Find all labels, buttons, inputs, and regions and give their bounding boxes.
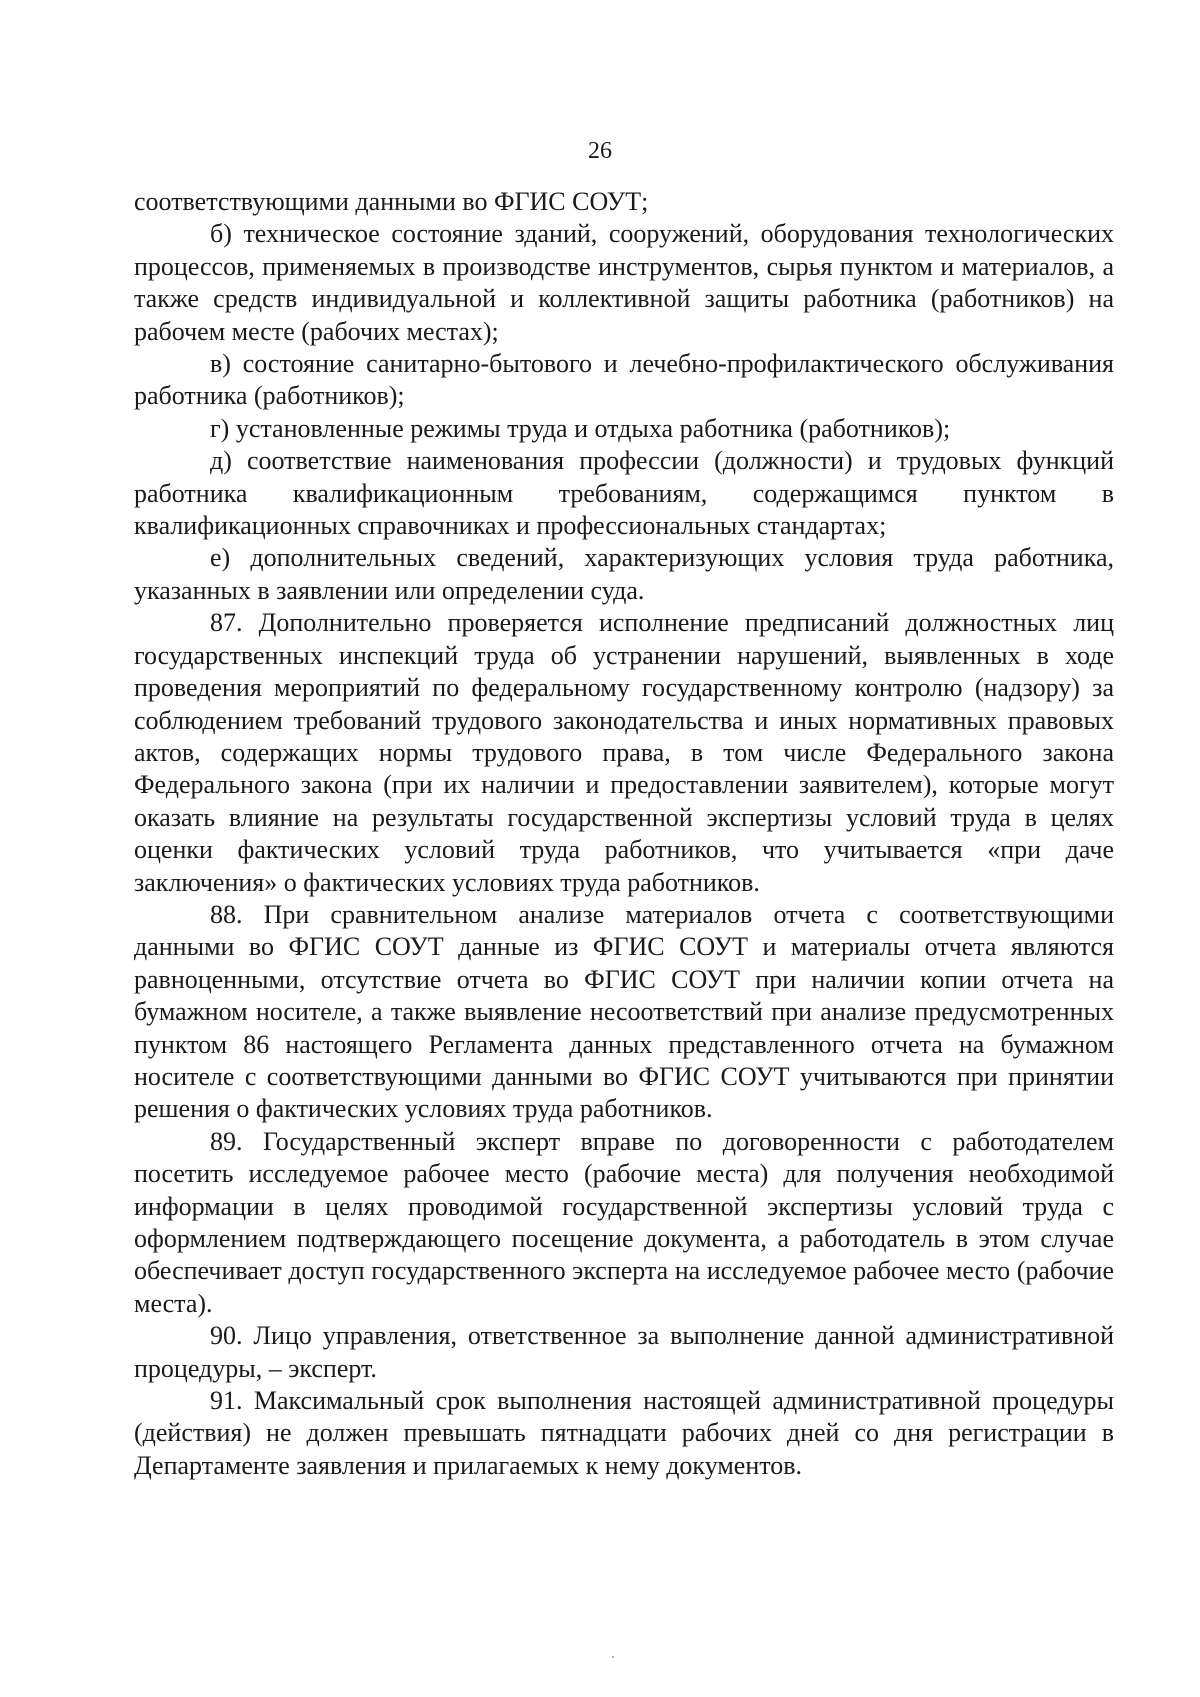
paragraph-continuation: соответствующими данными во ФГИС СОУТ; — [134, 187, 649, 216]
paragraph-item-g: г) установленные режимы труда и отдыха работника (работников); — [210, 413, 951, 443]
paragraph-90: 90. Лицо управления, ответственное за выполнение данной административной процедуры, – эксперт. — [134, 1321, 1114, 1383]
scan-speck — [612, 1656, 614, 1658]
paragraph-87: 87. Дополнительно проверяется исполнение предписаний должностных лиц государственных инспекций труда об устранении нарушений, выявленных в ходе проведения мероприятий по федеральному государственному контролю (надзору) за соблюдением требований трудового законодательства и иных нормативных правовых актов, содержащих нормы трудового права, в том числе Федерального закона Федерального закона (при их наличии и предоставлении заявителем), которые могут оказать влияние на результаты государственной экспертизы условий труда в целях оценки фактических условий труда работников, что учитывается «при даче заключения» о фактических условиях труда работников. — [134, 608, 1114, 897]
paragraph-88: 88. При сравнительном анализе материалов отчета с соответствующими данными во ФГИС СОУТ данные из ФГИС СОУТ и материалы отчета являются равноценными, отсутствие отчета во ФГИС СОУТ при наличии копии отчета на бумажном носителе, а также выявление несоответствий при анализе предусмотренных пунктом 86 настоящего Регламента данных представленного отчета на бумажном носителе с соответствующими данными во ФГИС СОУТ учитываются при принятии решения о фактических условиях труда работников. — [134, 899, 1114, 1124]
paragraph-item-b: б) техническое состояние зданий, сооружений, оборудования технологических процессов, применяемых в производстве инструментов, сырья пунктом и материалов, а также средств индивидуальной и коллективной защиты работника (работников) на рабочем месте (рабочих местах); — [134, 219, 1114, 346]
page-number: 26 — [588, 138, 612, 164]
paragraph-item-v: в) состояние санитарно-бытового и лечебно-профилактического обслуживания работника (работников); — [134, 349, 1114, 411]
paragraph-89: 89. Государственный эксперт вправе по договоренности с работодателем посетить исследуемое рабочее место (рабочие места) для получения необходимой информации в целях проводимой государственной экспертизы условий труда с оформлением подтверждающего посещение документа, а работодатель в этом случае обеспечивает доступ государственного эксперта на исследуемое рабочее место (рабочие места). — [134, 1126, 1114, 1318]
paragraph-item-e: е) дополнительных сведений, характеризующих условия труда работника, указанных в заявлении или определении суда. — [134, 543, 1114, 605]
document-body — [134, 186, 1114, 1482]
paragraph-item-d: д) соответствие наименования профессии (должности) и трудовых функций работника квалификационным требованиям, содержащимся пунктом в квалификационных справочниках и профессиональных стандартах; — [134, 446, 1114, 541]
paragraph-91: 91. Максимальный срок выполнения настоящей административной процедуры (действия) не должен превышать пятнадцати рабочих дней со дня регистрации в Департаменте заявления и прилагаемых к нему документов. — [134, 1386, 1114, 1480]
